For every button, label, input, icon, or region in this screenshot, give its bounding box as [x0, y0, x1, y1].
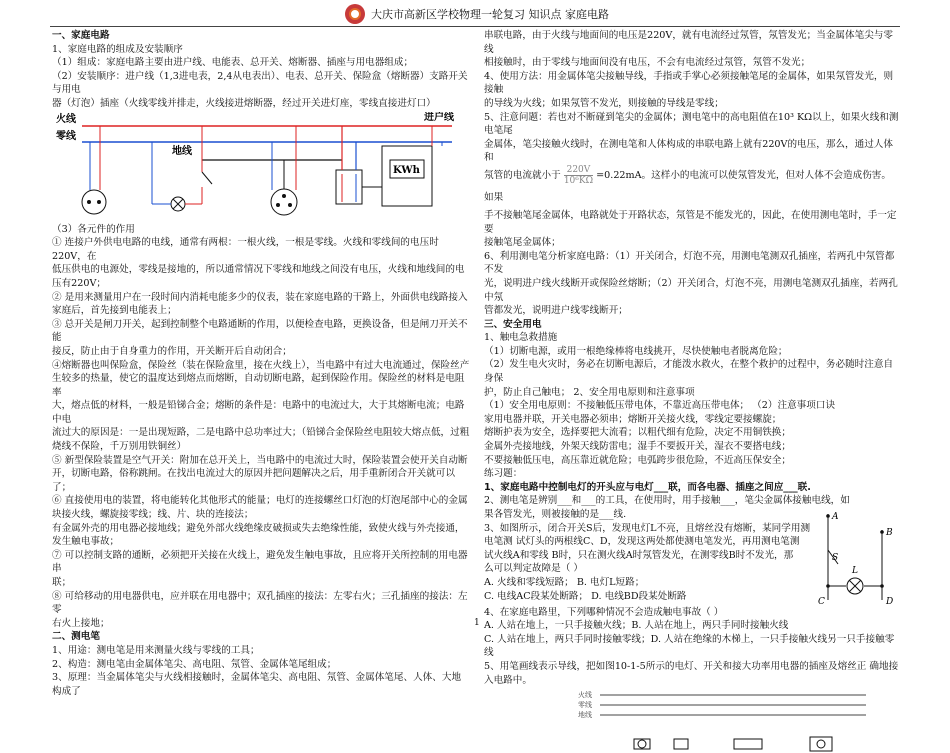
- text-line: 6、利用测电笔分析家庭电路：（1）开关闭合，灯泡不亮，用测电笔测双孔插座，若两孔中氖管都不发: [484, 250, 895, 276]
- household-circuit-diagram: [52, 112, 470, 222]
- text-line: 烧线不保险，千万别用铁铜丝）: [52, 441, 187, 453]
- text-line: （2）发生电火灾时，务必在切断电源后，才能泼水救火，在整个救护的过程中，务必随时注意自身保: [484, 359, 894, 385]
- question-line: 5、用笔画线表示导线，把如图10-1-5所示的电灯、开关和接大功率用电器的插座及熔丝正 确地接: [484, 660, 899, 672]
- lamp-icon: [734, 739, 762, 749]
- text-line: 手不接触笔尾金属体，电路就处于开路状态，氖管是不能发光的，因此，在使用测电笔时，手一定要: [484, 209, 897, 235]
- answer-option: C. 人站在地上，两只手同时接触零线；D. 人站在绝缘的木梯上，一只手接触火线另一只手接触零线: [484, 633, 895, 659]
- text-line: （2）安装顺序：进户线（1,3进电表，2,4从电表出）、电表、总开关、保险盒（熔断器）支路开关与用电: [52, 70, 468, 96]
- meter-label: KWh: [393, 164, 420, 176]
- socket-icon: [82, 190, 106, 214]
- text-line: ② 是用来测量用户在一段时间内消耗电能多少的仪表，装在家庭电路的干路上，外面供电线路接入: [52, 291, 468, 303]
- text-line: ⑤ 新型保险装置是空气开关：附加在总开关上，当电路中的电流过大时，保险装置会使开关自动断: [52, 454, 468, 466]
- question-line: 么可以判定故障是（ ）: [484, 563, 583, 575]
- text-line: 有金属外壳的用电器必接地线；避免外部火线绝缘皮破损或失去绝缘性能，致使火线与外壳接通，: [52, 522, 465, 534]
- right-column: [484, 29, 900, 753]
- svg-text:地线: 地线: [578, 711, 592, 720]
- text-line: 不要接触低压电，高压靠近就危险；电弧跨步很危险，不近高压保安全；: [484, 454, 791, 466]
- socket-icon: [810, 737, 832, 751]
- svg-text:D: D: [886, 596, 894, 606]
- text-line: 1、触电急救措施: [484, 332, 558, 344]
- text-line: 大，熔点低的材料，一般是铅锑合金；熔断的条件是：电路中的电流过大，大于其熔断电流；电路中电: [52, 400, 465, 425]
- text-line: 5、注意问题：若也对不断碰到笔尖的金属体；测电笔中的高电阻值在10³ KΩ以上，如果火线和测电笔尾: [484, 111, 899, 137]
- text-line: 1、家庭电路的组成及安装顺序: [52, 43, 183, 55]
- question-line: 试火线A和零线 B时，只在测火线A时氖管发光，在测零线B时不发光，那: [484, 549, 794, 561]
- header-title: 大庆市高新区学校物理一轮复习 知识点 家庭电路: [371, 8, 609, 21]
- section-heading: 三、安全用电: [484, 318, 542, 330]
- text-line: ① 连接户外供电电路的电线，通常有两根：一根火线，一根是零线。火线和零线间的电压时220V，在: [52, 237, 439, 262]
- text-line: ⑦ 可以控制支路的通断，必须把开关接在火线上，避免发生触电事故，且应将开关所控制的用电器串: [52, 549, 468, 575]
- question-line: 电笔测 试灯头的两根线C、D，发现这两处都使测电笔发光，再用测电笔测: [484, 536, 800, 548]
- text-line: 金属外壳接地线，外架天线防雷电；湿手不要扳开关，湿衣不要搭电线；: [484, 441, 791, 453]
- text-line: 1、用途：测电笔是用来测量火线与零线的工具；: [52, 644, 260, 656]
- left-column: [52, 29, 470, 698]
- wiring-exercise-figure: [574, 689, 874, 753]
- svg-text:L: L: [852, 565, 858, 576]
- question-line: 3、如图所示，闭合开关S后，发现电灯L不亮，且熔丝没有熔断，某同学用测: [484, 522, 811, 534]
- text-line: ⑥ 直接使用电的装置，将电能转化其他形式的能量；电灯的连接螺丝口灯泡的灯泡尾部中心的金属: [52, 495, 468, 507]
- text-line: 熔断护表为安全，选择要把大流看；以粗代细有危险，决定不用铜铁换；: [484, 427, 791, 439]
- text-line: 管都发光，说明进户线零线断开；: [484, 305, 628, 317]
- question-line: 入电路中。: [484, 674, 532, 686]
- text-line: （1）组成：家庭电路主要由进户线、电能表、总开关、熔断器、插座与用电器组成；: [52, 57, 414, 69]
- question-line: 果各管发光，则被接触的是___线.: [484, 509, 627, 520]
- question-line: 2、测电笔是辨别___和___的工具，在使用时，用手接触___，笔尖金属体接触电线，如: [484, 495, 850, 507]
- svg-text:A: A: [832, 511, 839, 522]
- answer-option: A. 火线和零线短路； B. 电灯L短路；: [484, 576, 645, 588]
- text-line: 串联电路，由于火线与地面间的电压是220V，就有电流经过氖管，氖管发光；当金属体笔尖与零线: [484, 30, 893, 55]
- current-formula-line: [484, 165, 900, 209]
- live-wire-label: 火线: [56, 113, 76, 125]
- text-line: 练习题：: [484, 468, 523, 480]
- page-number: 1: [474, 618, 480, 628]
- switch-icon: [674, 739, 688, 749]
- entry-wire-label: 进户线: [424, 111, 454, 123]
- text-line: 接反，防止由于自身重力的作用，开关断开后自动闭合；: [52, 345, 292, 357]
- ground-wire-label: 地线: [172, 145, 192, 157]
- fault-circuit-figure: [814, 510, 900, 606]
- fraction-denominator: 10⁶KΩ: [563, 175, 594, 186]
- svg-text:S: S: [832, 552, 839, 563]
- text-line: （3）各元件的作用: [52, 223, 135, 235]
- current-fraction: [564, 165, 593, 186]
- text-line: 2、构造：测电笔由金属体笔尖、高电阻、氖管、金属体笔尾组成；: [52, 658, 337, 670]
- page-header: [345, 4, 609, 24]
- svg-text:C: C: [818, 596, 825, 606]
- text-line: 金属体，笔尖接触火线时，在测电笔和人体构成的串联电路上就有220V的电压，那么，通过人体和: [484, 138, 893, 164]
- svg-text:零线: 零线: [578, 701, 592, 710]
- text-line: 流过大的原因是：一是出现短路，二是电路中总功率过大；（铅锑合金保险丝电阻较大熔点低，过粗: [52, 427, 470, 439]
- answer-option: A. 人站在地上，一只手接触火线；B. 人站在地上，两只手同时接触火线: [484, 620, 789, 632]
- text-line: 器（灯泡）插座（火线零线并排走，火线接进熔断器，经过开关进灯座，零线直接进灯口）: [52, 97, 436, 109]
- switch-icon: [202, 172, 212, 184]
- svg-text:B: B: [886, 527, 893, 538]
- section-heading: 二、测电笔: [52, 631, 100, 643]
- question-line: 4、在家庭电路里，下列哪种情况不会造成触电事故（ ）: [484, 606, 724, 618]
- text-line: 相接触时，由于零线与地面间没有电压，不会有电流经过氖管，氖管不发光；: [484, 57, 811, 69]
- text-line: 发生触电事故；: [52, 536, 120, 548]
- text-line: 护，防止自己触电； 2、安全用电原则和注意事项: [484, 386, 695, 398]
- text-line: 开，切断电路，俗称跳闸。在找出电流过大的原因并把问题解决之后，用手重新闭合开关就可以了；: [52, 468, 455, 493]
- exercises-heading: 1、家庭电路中控制电灯的开头应与电灯___联，而各电器、插座之间应___联.: [484, 481, 811, 493]
- text-line: 家用电器并联，开关电器必须串；熔断开关接火线，零线定要接螺旋；: [484, 413, 782, 425]
- text-line: ③ 总开关是闸刀开关，起到控制整个电路通断的作用，以便检查电路，更换设备，但是闸刀开关不能: [52, 318, 468, 344]
- text-line: 3、原理：当金属体笔尖与火线相接触时，金属体笔尖、高电阻、氖管、金属体笔尾、人体、大地构成了: [52, 672, 462, 697]
- header-rule: [50, 26, 900, 27]
- text-line: 接触笔尾金属体；: [484, 237, 561, 249]
- formula-prefix: 氖管的电流就小于: [484, 169, 561, 181]
- answer-option: C. 电线AC段某处断路； D. 电线BD段某处断路: [484, 590, 687, 602]
- text-line: （1）切断电源，或用一根绝缘棒将电线挑开，尽快使触电者脱离危险；: [484, 345, 788, 357]
- text-line: 右火上接地；: [52, 617, 110, 629]
- text-line: ⑧ 可给移动的用电器供电，应并联在用电器中；双孔插座的接法：左零右火；三孔插座的接法：左零: [52, 590, 468, 616]
- svg-text:火线: 火线: [578, 691, 592, 700]
- text-line: （1）安全用电原则：不接触低压带电体，不靠近高压带电体； （2）注意事项口诀: [484, 400, 836, 412]
- text-line: 的导线为火线；如果氖管不发光，则接触的导线是零线；: [484, 97, 724, 109]
- text-line: 块接火线，螺旋接零线；线、片、块的连接法；: [52, 509, 254, 521]
- neutral-wire-label: 零线: [56, 130, 76, 142]
- text-line: 生较多的热量，使它的温度达到熔点而熔断，自动切断电路，起到保险作用。保险丝的材料是电阻率: [52, 373, 465, 398]
- text-line: 光，说明进户线火线断开或保险丝熔断；（2）开关闭合，灯泡不亮，用测电笔测双孔插座，若两孔中氖: [484, 277, 898, 303]
- formula-suffix: =0.22mA。这样小的电流可以使氖管发光，但对人体不会造成伤害。如果: [484, 169, 891, 203]
- text-line: 低压供电的电源处，零线是接地的，所以通常情况下零线和地线之间没有电压，火线和地线间的电: [52, 264, 465, 276]
- school-logo-icon: [345, 4, 365, 24]
- section-heading: 一、家庭电路: [52, 30, 110, 41]
- text-line: 4、使用方法：用金属体笔尖接触导线，手指或手掌心必须接触笔尾的金属体，如果氖管发光，则接触: [484, 70, 894, 96]
- text-line: ④熔断器也叫保险盒，保险丝（装在保险盒里，接在火线上），当电路中有过大电流通过，保险丝产: [52, 359, 470, 371]
- text-line: 压有220V；: [52, 277, 107, 289]
- text-line: 家庭后，首先接到电能表上；: [52, 305, 177, 317]
- fraction-numerator: 220V: [564, 165, 593, 176]
- three-pin-socket-icon: [271, 189, 297, 215]
- text-line: 联；: [52, 577, 72, 588]
